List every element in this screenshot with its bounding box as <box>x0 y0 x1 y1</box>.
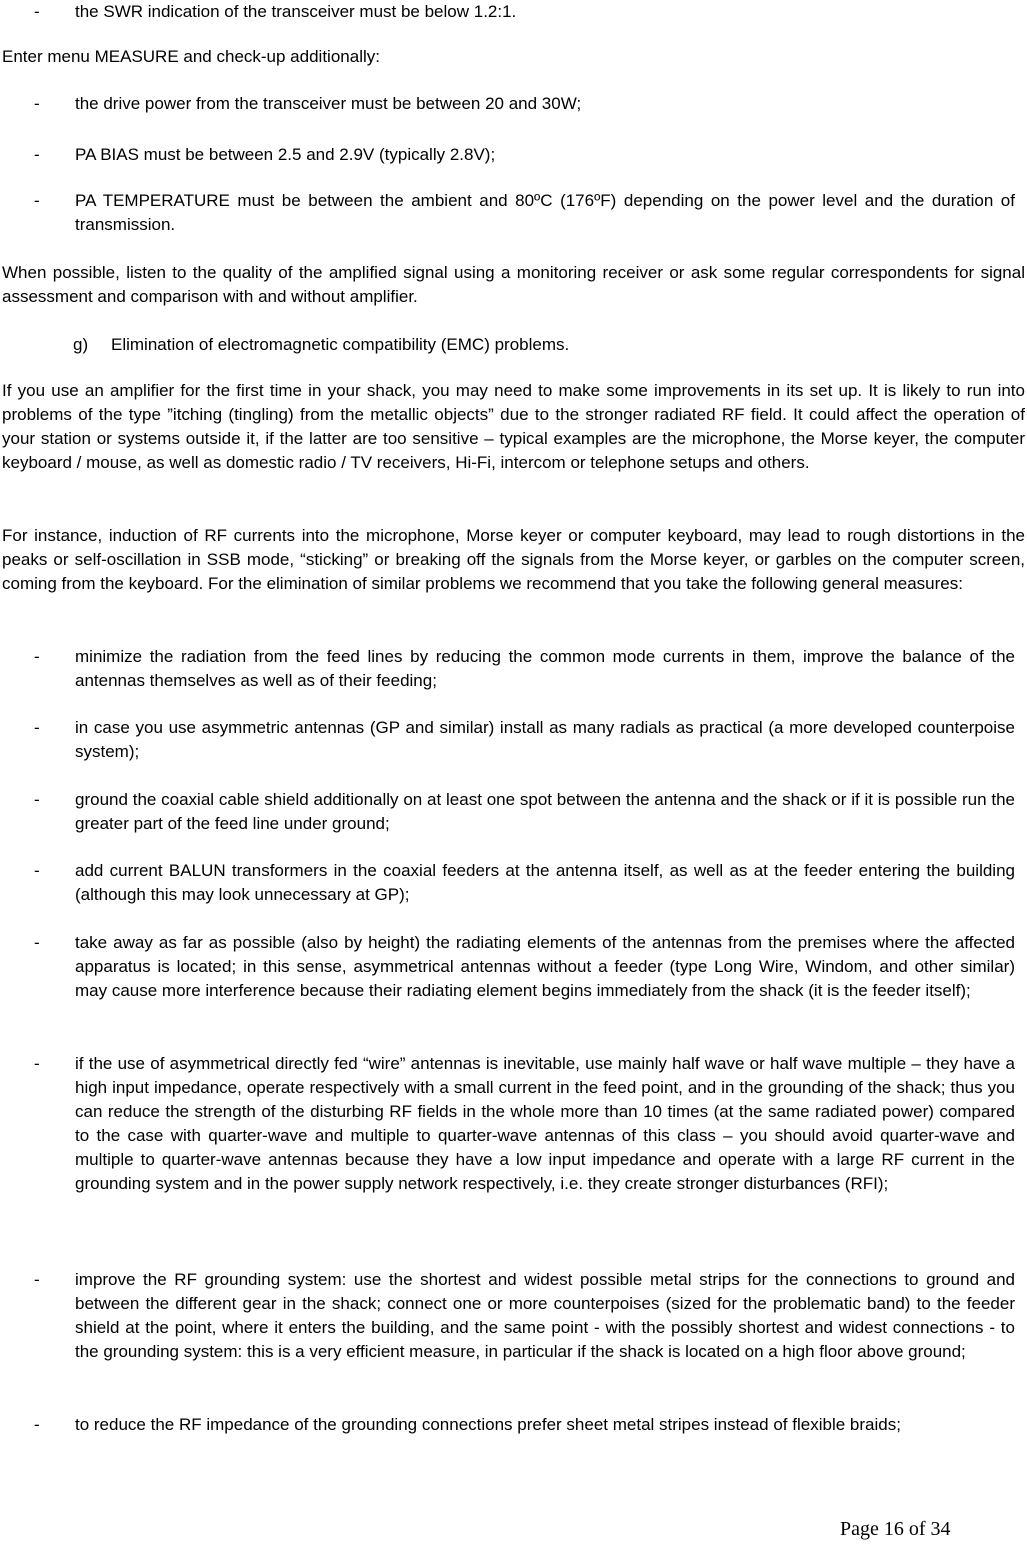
measure-list-item: to reduce the RF impedance of the grounding connections prefer sheet metal stripes instead of flexible braids; <box>75 1415 901 1434</box>
measure-list-item: ground the coaxial cable shield additionally on at least one spot between the antenna and the shack or if it is possible run the greater part of the feed line under ground; <box>75 790 1015 833</box>
bullet-marker: - <box>34 861 40 880</box>
bullet-marker: - <box>34 145 40 164</box>
measure-list-item: add current BALUN transformers in the coaxial feeders at the antenna itself, as well as at the feeder entering the building (although this may look unnecessary at GP); <box>75 861 1015 904</box>
bullet-marker: - <box>34 647 40 666</box>
measure-bullet-pa-bias: PA BIAS must be between 2.5 and 2.9V (typically 2.8V); <box>75 145 496 164</box>
bullet-marker: - <box>34 933 40 952</box>
measure-bullet-pa-temperature: PA TEMPERATURE must be between the ambient and 80ºC (176ºF) depending on the power level and the duration of transmission. <box>75 191 1015 234</box>
section-marker: g) <box>73 335 89 354</box>
swr-bullet: the SWR indication of the transceiver must be below 1.2:1. <box>75 2 517 21</box>
bullet-marker: - <box>34 94 40 113</box>
bullet-marker: - <box>34 718 40 737</box>
bullet-marker: - <box>34 191 40 210</box>
measure-list-item: take away as far as possible (also by height) the radiating elements of the antennas from the premises where the affected apparatus is located; in this sense, asymmetrical antennas without a feeder (type Long Wire, Windom, and other similar) may cause more interference because their radiating element begins immediately from the shack (it is the feeder itself); <box>75 933 1015 1000</box>
measure-intro: Enter menu MEASURE and check-up additionally: <box>2 47 380 66</box>
paragraph-instance: For instance, induction of RF currents into the microphone, Morse keyer or computer keyboard, may lead to rough distortions in the peaks or self-oscillation in SSB mode, “sticking” or breaking off the signals from the Morse keyer, or garbles on the computer screen, coming from the keyboard. For the elimination of similar problems we recommend that you take the following general measures: <box>2 526 1025 593</box>
measure-list-item: minimize the radiation from the feed lines by reducing the common mode currents in them, improve the balance of the antennas themselves as well as of their feeding; <box>75 647 1015 690</box>
measure-list-item: if the use of asymmetrical directly fed “wire” antennas is inevitable, use mainly half wave or half wave multiple – they have a high input impedance, operate respectively with a small current in the feed point, and in the grounding of the shack; thus you can reduce the strength of the disturbing RF fields in the whole more than 10 times (at the same radiated power) compared to the case with quarter-wave and multiple to quarter-wave antennas of this class – you should avoid quarter-wave and multiple to quarter-wave antennas because they have a low input impedance and operate with a large RF current in the grounding system and in the power supply network respectively, i.e. they create stronger disturbances (RFI); <box>75 1054 1015 1193</box>
measure-list-item: improve the RF grounding system: use the shortest and widest possible metal strips for the connections to ground and between the different gear in the shack; connect one or more counterpoises (sized for the problematic band) to the feeder shield at the point, where it enters the building, and the same point - with the possibly shortest and widest connections - to the grounding system: this is a very efficient measure, in particular if the shack is located on a high floor above ground; <box>75 1270 1015 1361</box>
page-number: Page 16 of 34 <box>840 1518 951 1540</box>
measure-bullet-drive-power: the drive power from the transceiver must be between 20 and 30W; <box>75 94 582 113</box>
bullet-marker: - <box>34 2 40 21</box>
bullet-marker: - <box>34 790 40 809</box>
section-heading: Elimination of electromagnetic compatibility (EMC) problems. <box>111 335 570 354</box>
bullet-marker: - <box>34 1415 40 1434</box>
monitoring-paragraph: When possible, listen to the quality of the amplified signal using a monitoring receiver or ask some regular correspondents for signal assessment and comparison with and without amplifier. <box>2 263 1025 306</box>
paragraph-first-time: If you use an amplifier for the first time in your shack, you may need to make some improvements in its set up. It is likely to run into problems of the type ”itching (tingling) from the metallic objects” due to the stronger radiated RF field. It could affect the operation of your station or systems outside it, if the latter are too sensitive – typical examples are the microphone, the Morse keyer, the computer keyboard / mouse, as well as domestic radio / TV receivers, Hi-Fi, intercom or telephone setups and others. <box>2 381 1025 472</box>
bullet-marker: - <box>34 1270 40 1289</box>
bullet-marker: - <box>34 1054 40 1073</box>
measure-list-item: in case you use asymmetric antennas (GP and similar) install as many radials as practical (a more developed counterpoise system); <box>75 718 1015 761</box>
